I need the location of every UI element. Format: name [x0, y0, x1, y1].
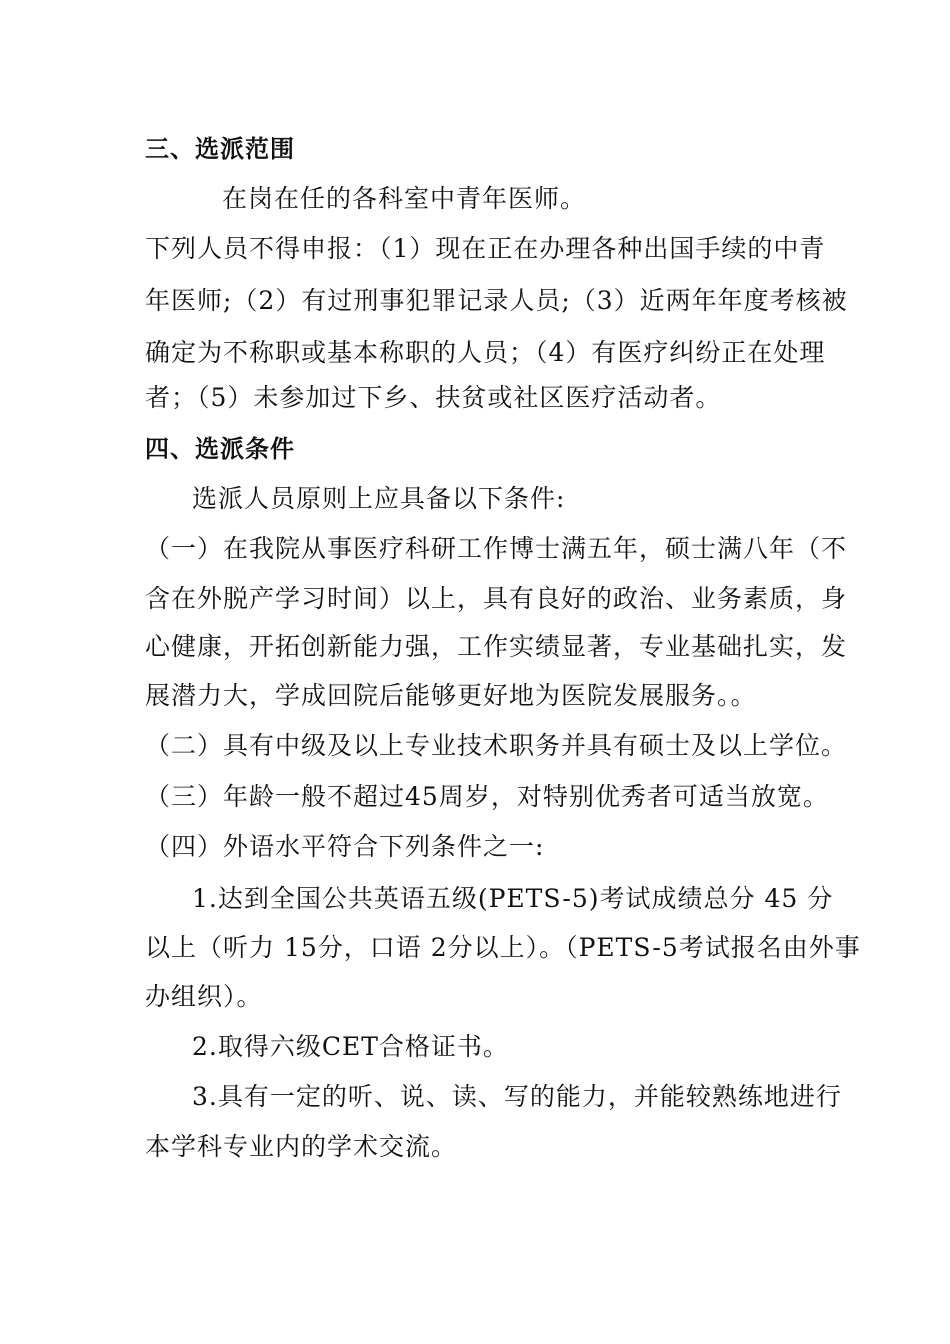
condition-1-line-1: （一）在我院从事医疗科研工作博士满五年，硕士满八年（不 — [145, 534, 848, 563]
condition-1-line-2: 含在外脱产学习时间）以上，具有良好的政治、业务素质，身 — [145, 584, 848, 613]
condition-1-line-3: 心健康，开拓创新能力强，工作实绩显著，专业基础扎实，发 — [145, 632, 848, 661]
exclusion-line-3: 确定为不称职或基本称职的人员；（4）有医疗纠纷正在处理 — [145, 338, 826, 367]
language-option-1-line-2: 以上（听力 15分，口语 2分以上）。（PETS-5考试报名由外事 — [145, 933, 861, 962]
language-option-2: 2.取得六级CET合格证书。 — [192, 1032, 509, 1061]
exclusion-line-4: 者；（5）未参加过下乡、扶贫或社区医疗活动者。 — [145, 383, 722, 412]
language-option-3-line-2: 本学科专业内的学术交流。 — [145, 1132, 458, 1161]
condition-4: （四）外语水平符合下列条件之一: — [145, 832, 545, 861]
conditions-intro: 选派人员原则上应具备以下条件: — [192, 484, 566, 513]
language-option-3-line-1: 3.具有一定的听、说、读、写的能力，并能较熟练地进行 — [192, 1082, 842, 1111]
section-4-heading: 四、选派条件 — [145, 435, 295, 463]
section-3-heading: 三、选派范围 — [145, 135, 295, 163]
condition-3: （三）年龄一般不超过45周岁，对特别优秀者可适当放宽。 — [145, 782, 829, 811]
exclusion-line-1: 下列人员不得申报：（1）现在正在办理各种出国手续的中青 — [145, 234, 826, 263]
condition-1-line-4: 展潜力大，学成回院后能够更好地为医院发展服务。。 — [145, 681, 757, 710]
language-option-1-line-3: 办组织）。 — [145, 982, 263, 1011]
language-option-1-line-1: 1.达到全国公共英语五级(PETS-5)考试成绩总分 45 分 — [192, 884, 834, 913]
exclusion-line-2: 年医师;（2）有过刑事犯罪记录人员;（3）近两年年度考核被 — [145, 286, 848, 315]
condition-2: （二）具有中级及以上专业技术职务并具有硕士及以上学位。 — [145, 731, 848, 760]
scope-text: 在岗在任的各科室中青年医师。 — [222, 184, 587, 213]
